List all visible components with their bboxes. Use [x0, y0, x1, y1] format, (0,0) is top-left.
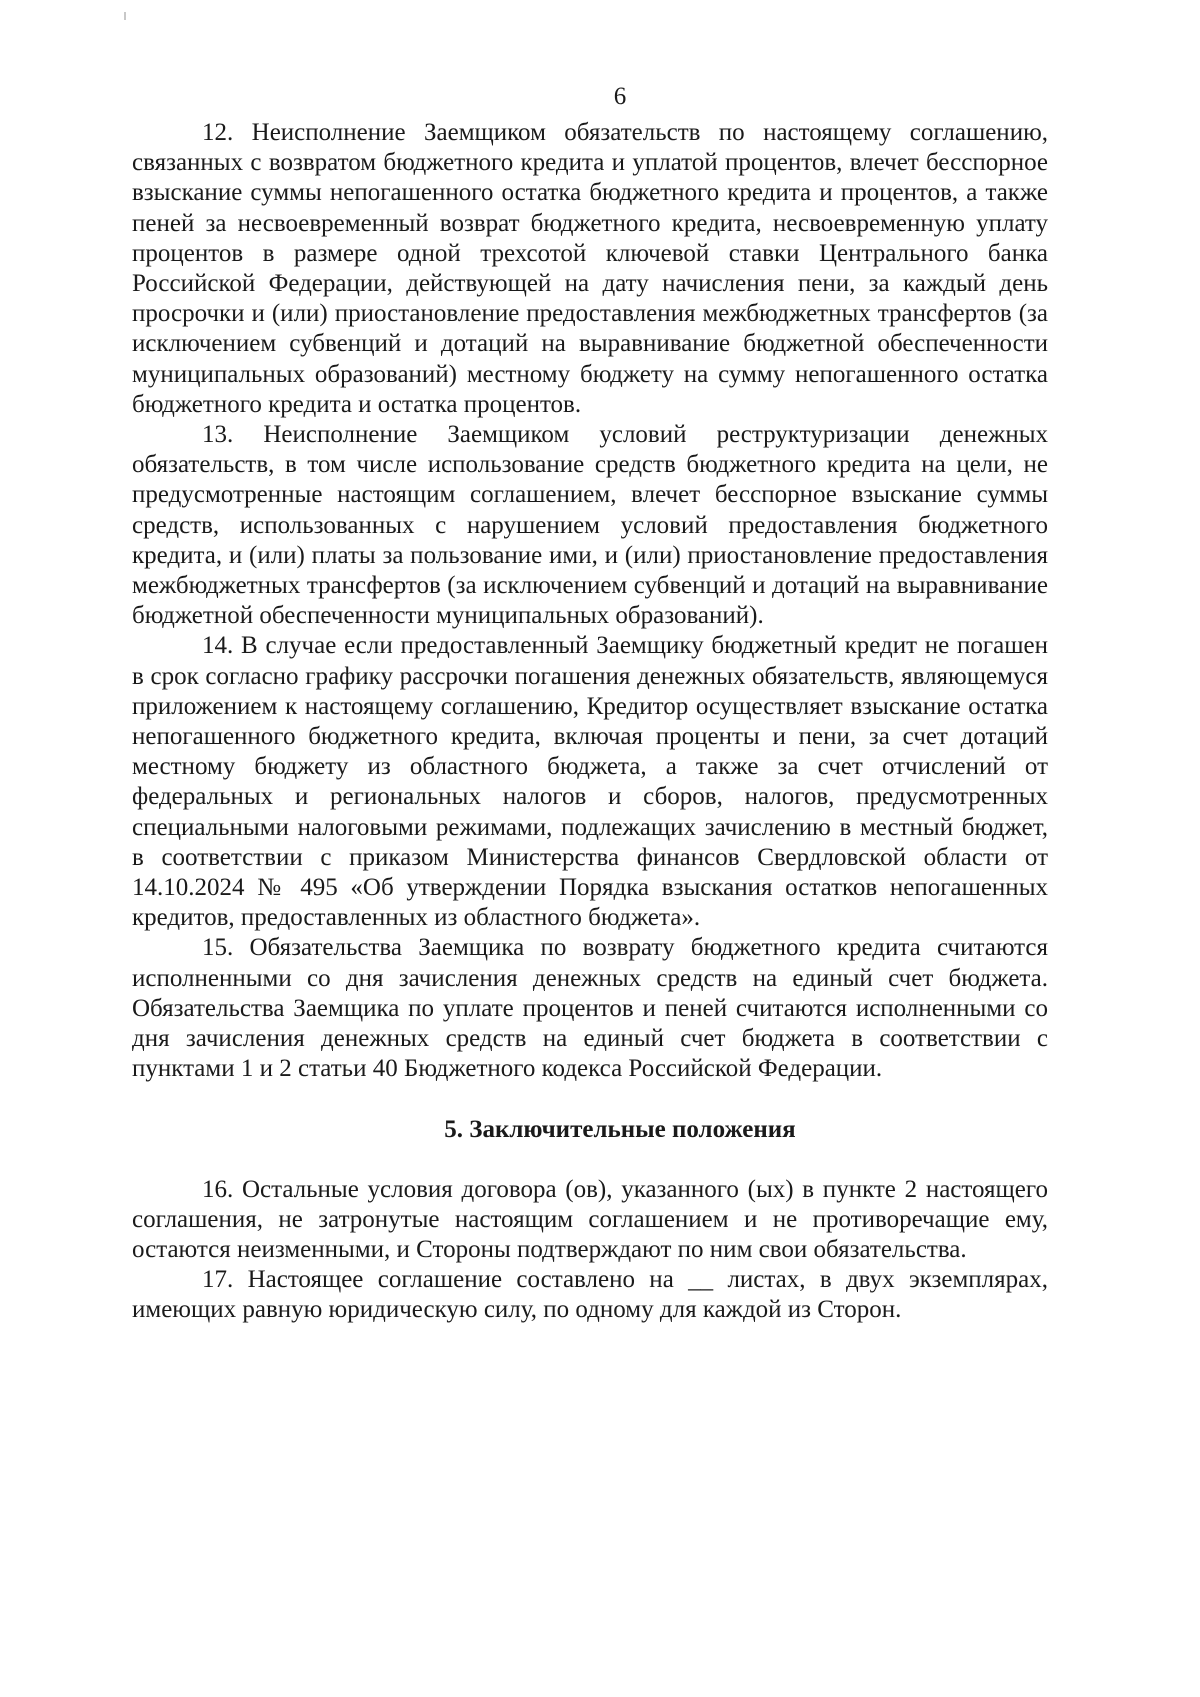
paragraph-15: 15. Обязательства Заемщика по возврату бюджетного кредита считаются исполненными со дня зачисления денежных средств на единый счет бюджета. Обязательства Заемщика по уплате процентов и пеней считаются исполненными со дня зачисления денежных средств на единый счет бюджета в соответствии с пунктами 1 и 2 статьи 40 Бюджетного кодекса Российской Федерации. [132, 934, 1048, 1083]
paragraph-13: 13. Неисполнение Заемщиком условий реструктуризации денежных обязательств, в том числе использование средств бюджетного кредита на цели, не предусмотренные настоящим соглашением, влечет бесспорное взыскание суммы средств, использованных с нарушением условий предоставления бюджетного кредита, и (или) платы за пользование ими, и (или) приостановление предоставления межбюджетных трансфертов (за исключением субвенций и дотаций на выравнивание бюджетной обеспеченности муниципальных образований). [132, 421, 1048, 630]
page-number: 6 [613, 83, 627, 110]
section-heading: 5. Заключительные положения [444, 1115, 796, 1143]
paragraph-17: 17. Настоящее соглашение составлено на __ листах, в двух экземплярах, имеющих равную юридическую силу, по одному для каждой из Сторон. [132, 1266, 1048, 1324]
paragraph-16: 16. Остальные условия договора (ов), указанного (ых) в пункте 2 настоящего соглашения, не затронутые настоящим соглашением и не противоречащие ему, остаются неизменными, и Стороны подтверждают по ним свои обязательства. [132, 1175, 1048, 1263]
scan-artifact [124, 12, 126, 20]
paragraph-12: 12. Неисполнение Заемщиком обязательств по настоящему соглашению, связанных с возвратом бюджетного кредита и уплатой процентов, влечет бесспорное взыскание суммы непогашенного остатка бюджетного кредита и процентов, а также пеней за несвоевременный возврат бюджетного кредита, несвоевременную уплату процентов в размере одной трехсотой ключевой ставки Центрального банка Российской Федерации, действующей на дату начисления пени, за каждый день просрочки и (или) приостановление предоставления межбюджетных трансфертов (за исключением субвенций и дотаций на выравнивание бюджетной обеспеченности муниципальных образований) местному бюджету на сумму непогашенного остатка бюджетного кредита и остатка процентов. [132, 119, 1048, 418]
document-body [132, 118, 1048, 1326]
paragraph-14: 14. В случае если предоставленный Заемщику бюджетный кредит не погашен в срок согласно графику рассрочки погашения денежных обязательств, являющемуся приложением к настоящему соглашению, Кредитор осуществляет взыскание остатка непогашенного бюджетного кредита, включая проценты и пени, за счет дотаций местному бюджету из областного бюджета, а также за счет отчислений от федеральных и региональных налогов и сборов, налогов, предусмотренных специальными налоговыми режимами, подлежащих зачислению в местный бюджет, в соответствии с приказом Министерства финансов Свердловской области от 14.10.2024 № 495 «Об утверждении Порядка взыскания остатков непогашенных кредитов, предоставленных из областного бюджета». [132, 632, 1048, 932]
